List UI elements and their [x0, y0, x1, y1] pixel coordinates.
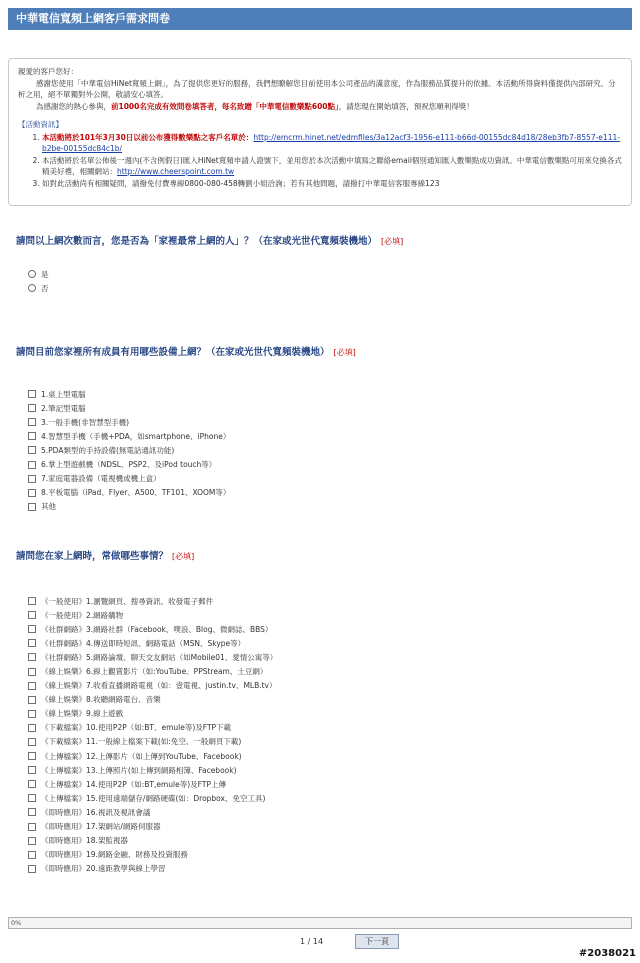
question-2: [16, 344, 356, 358]
checkbox[interactable]: [28, 752, 36, 760]
option-label: 8.平板電腦（iPad、Flyer、A500、TF101、XOOM等）: [41, 488, 231, 498]
question-3-option-3[interactable]: [28, 622, 277, 636]
radio-button[interactable]: [28, 284, 36, 292]
question-3-option-12[interactable]: [28, 749, 277, 763]
required-tag: [必填]: [381, 237, 404, 246]
option-label: 5.PDA類型的手持設備(無電話通訊功能): [41, 445, 175, 455]
checkbox[interactable]: [28, 808, 36, 816]
option-label: 《即時應用》17.架網站/網路伺服器: [41, 822, 161, 832]
question-3-option-20[interactable]: [28, 862, 277, 876]
question-3-option-8[interactable]: [28, 693, 277, 707]
option-label: 《即時應用》16.視訊及視訊會議: [41, 807, 151, 817]
question-3-option-19[interactable]: [28, 848, 277, 862]
question-2-text: 請問目前您家裡所有成員有用哪些設備上網？（在家或光世代寬頻裝機地）: [16, 347, 330, 358]
checkbox[interactable]: [28, 418, 36, 426]
checkbox[interactable]: [28, 682, 36, 690]
checkbox[interactable]: [28, 475, 36, 483]
option-label: 2.筆記型電腦: [41, 403, 86, 413]
cheerspoint-link[interactable]: http://www.cheerspoint.com.tw: [117, 167, 235, 176]
checkbox[interactable]: [28, 461, 36, 469]
question-3: [16, 548, 194, 562]
question-3-option-10[interactable]: [28, 721, 277, 735]
option-label: 否: [41, 283, 49, 293]
option-label: 《即時應用》18.架監視器: [41, 836, 128, 846]
option-label: 其他: [41, 502, 56, 512]
notice-item-1-text: 本活動將於101年3月30日以前公布獲得數樂點之客戶名單於：: [42, 132, 254, 142]
option-label: 《即時應用》20.遠距教學與線上學習: [41, 864, 166, 874]
checkbox[interactable]: [28, 489, 36, 497]
question-3-option-5[interactable]: [28, 650, 277, 664]
option-label: 是: [41, 269, 49, 279]
result-list-link[interactable]: http://emcrm.hinet.net/edmfiles/3a12acf3-1956-e111-b66d-00155dc84d18/28eb3fb7-8557-e111-b2be-00155dc84c1b/: [42, 132, 620, 153]
survey-title: 中華電信寬頻上網客戶需求問卷: [16, 12, 170, 25]
notice-greeting: 親愛的客戶您好：: [18, 67, 78, 76]
option-label: 《上傳檔案》12.上傳影片（如上傳到YouTube、Facebook): [41, 751, 242, 761]
option-label: 6.掌上型遊戲機（NDSL、PSP2、及iPod touch等）: [41, 460, 217, 470]
checkbox[interactable]: [28, 404, 36, 412]
question-2-option-2[interactable]: [28, 401, 230, 415]
question-3-option-11[interactable]: [28, 735, 277, 749]
option-label: 《社群網路》4.傳送即時短訊、網路電話（MSN、Skype等）: [41, 638, 246, 648]
checkbox[interactable]: [28, 432, 36, 440]
question-2-option-9[interactable]: [28, 500, 230, 514]
checkbox[interactable]: [28, 780, 36, 788]
checkbox[interactable]: [28, 710, 36, 718]
question-3-option-15[interactable]: [28, 791, 277, 805]
page-indicator: 1 / 14: [300, 937, 324, 946]
question-3-option-14[interactable]: [28, 777, 277, 791]
question-3-option-18[interactable]: [28, 834, 277, 848]
question-3-option-1[interactable]: [28, 594, 277, 608]
notice-item-2-text: 本活動將於名單公佈後一週內(不含例假日)匯入HiNet寬頻申請人證號下，並用您於本次活動中填寫之聯絡email個別通知匯入數樂點成功資訊。中華電信數樂點可用來兌換各式精美好禮，相關網站：: [42, 155, 622, 176]
checkbox[interactable]: [28, 653, 36, 661]
notice-p2-highlight: 前1000名完成有效問卷填答者，每名致贈「中華電信數樂點600點」: [111, 101, 339, 111]
option-label: 《社群網路》3.網路社群（Facebook、噗浪、Blog、微網誌、BBS）: [41, 624, 273, 634]
notice-item-3-text: 如對此活動尚有相關疑問，請撥免付費專線0800-080-458轉劉小姐洽詢；若有其他問題，請撥打中華電信客服專線123: [42, 178, 440, 188]
checkbox[interactable]: [28, 865, 36, 873]
progress-label: 0%: [11, 919, 22, 927]
question-1-text: 請問以上網次數而言，您是否為「家裡最常上網的人」？（在家或光世代寬頻裝機地）: [16, 236, 378, 247]
checkbox[interactable]: [28, 766, 36, 774]
checkbox[interactable]: [28, 625, 36, 633]
question-2-option-4[interactable]: [28, 429, 230, 443]
checkbox[interactable]: [28, 390, 36, 398]
option-label: 7.家庭電器設備（電視機或機上盒）: [41, 474, 161, 484]
checkbox[interactable]: [28, 851, 36, 859]
option-label: 《下載檔案》11.一般線上檔案下載(如:免空、一般網頁下載): [41, 737, 242, 747]
watermark: #2038021: [578, 948, 636, 959]
option-label: 3.一般手機(非智慧型手機): [41, 417, 130, 427]
next-page-button[interactable]: 下一頁: [355, 934, 399, 949]
question-3-option-16[interactable]: [28, 805, 277, 819]
question-2-option-1[interactable]: [28, 387, 230, 401]
question-1-option-1[interactable]: [28, 267, 49, 281]
radio-button[interactable]: [28, 270, 36, 278]
question-2-option-5[interactable]: [28, 443, 230, 457]
checkbox[interactable]: [28, 668, 36, 676]
option-label: 《上傳檔案》14.使用P2P（如:BT,emule等)及FTP上傳: [41, 779, 226, 789]
option-label: 《下載檔案》10.使用P2P（如:BT、emule等)及FTP下載: [41, 723, 232, 733]
option-label: 《上傳檔案》15.使用遠端儲存/網路硬碟(如：Dropbox、免空工具): [41, 793, 266, 803]
notice-p2-post: ，請您現在開始填答，預祝您順利得獎！: [338, 101, 474, 111]
question-2-option-6[interactable]: [28, 457, 230, 471]
checkbox[interactable]: [28, 503, 36, 511]
option-label: 《線上娛樂》8.收聽網路電台、音樂: [41, 695, 161, 705]
question-3-option-7[interactable]: [28, 679, 277, 693]
notice-paragraph-2: [18, 101, 622, 113]
question-3-options: [28, 594, 277, 876]
notice-item-1: [42, 132, 622, 155]
checkbox[interactable]: [28, 446, 36, 454]
required-tag: [必填]: [333, 348, 356, 357]
checkbox[interactable]: [28, 696, 36, 704]
checkbox[interactable]: [28, 837, 36, 845]
checkbox[interactable]: [28, 597, 36, 605]
checkbox[interactable]: [28, 724, 36, 732]
notice-paragraph-1: 感謝您使用「中華電信HiNet寬頻上網」，為了提供您更好的服務，我們想瞭解您目前使用本公司產品的滿意度，作為服務品質提升的依據。本活動所得資料僅提供內部研究、分析之用，絕不單獨對外公開，敬請安心填答。: [18, 78, 616, 99]
option-label: 《上傳檔案》13.上傳照片(如上傳到網路相簿、Facebook): [41, 765, 237, 775]
question-3-option-9[interactable]: [28, 707, 277, 721]
question-1-options: [28, 267, 49, 295]
question-3-option-4[interactable]: [28, 636, 277, 650]
checkbox[interactable]: [28, 611, 36, 619]
option-label: 4.智慧型手機（手機+PDA，如smartphone、iPhone）: [41, 431, 231, 441]
checkbox[interactable]: [28, 794, 36, 802]
question-2-option-8[interactable]: [28, 486, 230, 500]
question-2-options: [28, 387, 230, 514]
notice-list: [18, 132, 622, 190]
option-label: 《社群網路》5.網路論壇、聊天交友網站（如Mobile01、愛情公寓等）: [41, 652, 278, 662]
notice-item-2: [42, 155, 622, 178]
option-label: 1.桌上型電腦: [41, 389, 86, 399]
question-3-text: 請問您在家上網時，常做哪些事情？: [16, 551, 169, 562]
question-2-option-3[interactable]: [28, 415, 230, 429]
question-1-option-2[interactable]: [28, 281, 49, 295]
option-label: 《一般使用》1.瀏覽網頁、搜尋資訊、收發電子郵件: [41, 596, 214, 606]
notice-box: [8, 58, 632, 206]
option-label: 《線上娛樂》6.線上觀賞影片（如:YouTube、PPStream、土豆網）: [41, 667, 268, 677]
question-3-option-6[interactable]: [28, 664, 277, 678]
survey-title-bar: [8, 8, 632, 30]
question-3-option-17[interactable]: [28, 820, 277, 834]
question-3-option-2[interactable]: [28, 608, 277, 622]
question-2-option-7[interactable]: [28, 472, 230, 486]
notice-section-label: 【活動資訊】: [18, 120, 63, 129]
checkbox[interactable]: [28, 738, 36, 746]
checkbox[interactable]: [28, 639, 36, 647]
option-label: 《線上娛樂》7.收看直播網路電視（如：壹電視、justin.tv、MLB.tv）: [41, 681, 277, 691]
checkbox[interactable]: [28, 823, 36, 831]
required-tag: [必填]: [172, 552, 195, 561]
option-label: 《線上娛樂》9.線上遊戲: [41, 709, 124, 719]
notice-item-3: [42, 178, 622, 190]
option-label: 《一般使用》2.網路購物: [41, 610, 124, 620]
question-1: [16, 233, 403, 247]
question-3-option-13[interactable]: [28, 763, 277, 777]
option-label: 《即時應用》19.網路金融、財務及投資服務: [41, 850, 188, 860]
progress-bar: [8, 917, 632, 929]
notice-p2-pre: 為感謝您的熱心參與，: [36, 101, 111, 111]
